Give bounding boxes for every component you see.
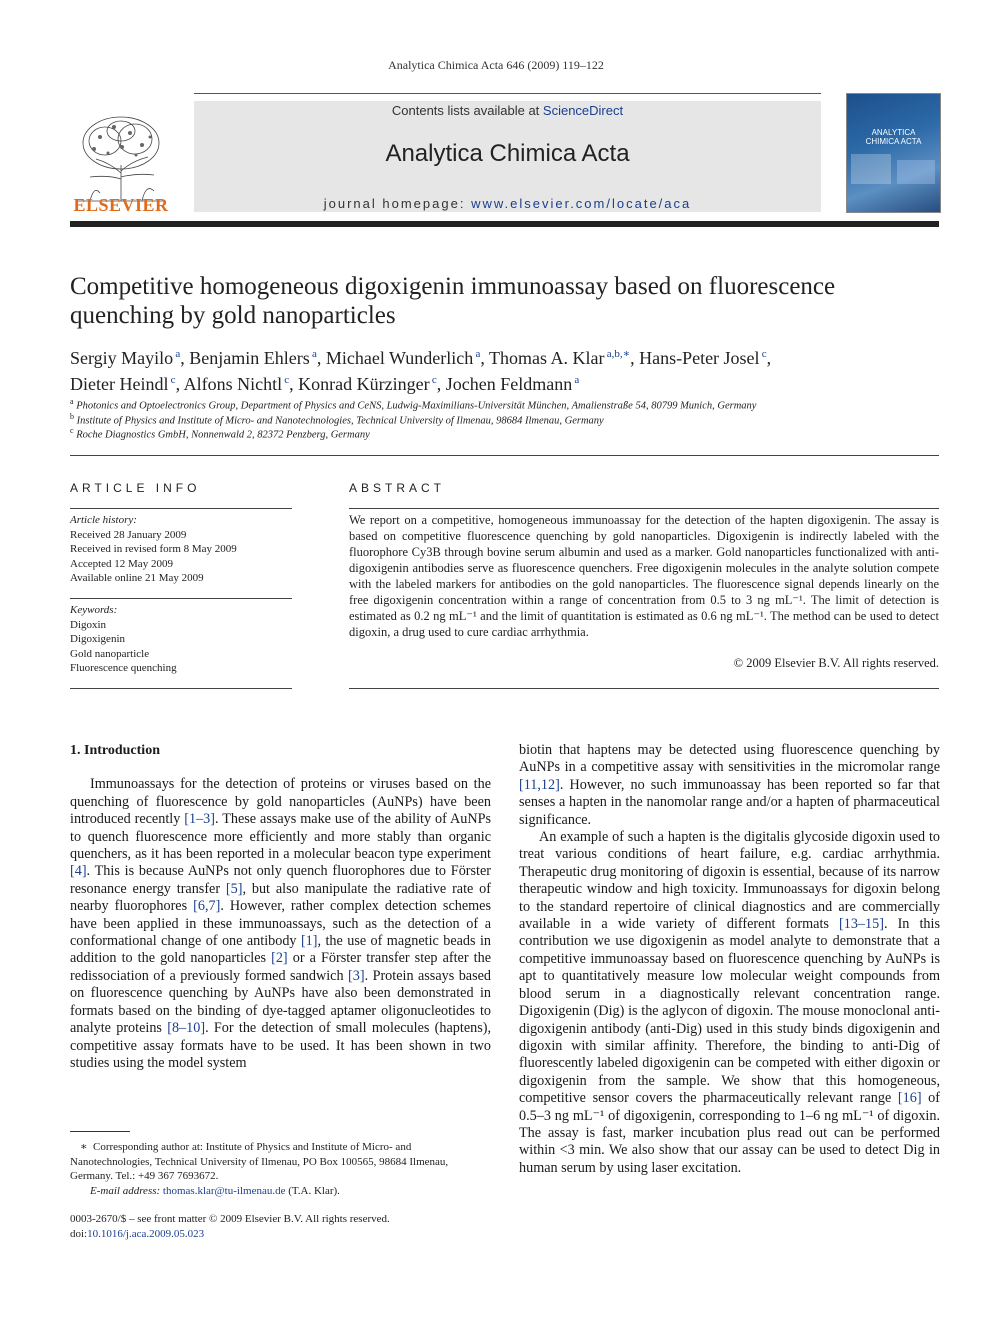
citation-link[interactable]: [11,12] <box>519 776 560 793</box>
issn-line: 0003-2670/$ – see front matter © 2009 Elsevier B.V. All rights reserved. <box>70 1213 390 1225</box>
email-label: E-mail address: <box>90 1184 161 1197</box>
author-name: Thomas A. Klar <box>489 348 605 368</box>
history-label: Article history: <box>70 514 137 526</box>
history-received: Received 28 January 2009 <box>70 528 187 541</box>
abstract-rule <box>349 508 939 509</box>
author-separator: , <box>436 374 446 394</box>
citation-link[interactable]: [16] <box>897 1090 922 1107</box>
cover-title-line-2: CHIMICA ACTA <box>865 137 922 146</box>
paragraph-text: . However, no such immunoassay has been reported so far that senses a hapten in the nanomolar range and/or a hapten of pharmaceutical significance. <box>519 776 940 828</box>
author-separator: , <box>766 348 772 368</box>
author-name: Dieter Heindl <box>70 374 169 394</box>
front-matter <box>70 1212 491 1241</box>
email-link[interactable]: thomas.klar@tu-ilmenau.de <box>162 1184 286 1197</box>
author-affiliation-mark[interactable]: a <box>173 348 181 360</box>
paragraph-text: , the use of magnetic beads in addition to the gold nanoparticles <box>70 933 491 967</box>
author-name: Michael Wunderlich <box>325 348 474 368</box>
paragraph-text: . However, rather complex detection schemes have been applied in these immunoassays, such as the detection of a conformational change of one antibody <box>70 898 491 950</box>
cover-title-line-1: ANALYTICA <box>871 128 916 137</box>
homepage-prefix: journal homepage: <box>323 196 472 211</box>
author-separator: , <box>316 348 326 368</box>
article-info-rule <box>70 508 292 509</box>
author-affiliation-mark[interactable]: a <box>572 374 580 386</box>
header-rule <box>194 93 821 94</box>
intro-paragraph-1-continued <box>519 742 940 829</box>
author-affiliation-mark[interactable]: c <box>759 348 767 360</box>
citation-link[interactable]: [3] <box>348 967 365 984</box>
abstract-text: We report on a competitive, homogeneous immunoassay for the detection of the hapten digoxigenin. The assay is based on competitive fluorescence quenching by gold nanoparticles. Digoxigenin is indirectly labeled with the fluorophore Cy3B through bovine serum albumin and used as a marker. Gold nanoparticles functionalized with anti-digoxigenin antibodies serve as fluorescence quenchers. Free digoxigenin molecules in the analyte solution compete with the labeled markers for antibodies on the gold nanoparticles. The fluorescence signal depends linearly on the free digoxigenin concentration within a range of concentration from 0.5 to 3 ng mL⁻¹. The limit of detection is estimated as 0.2 ng mL⁻¹ and the limit of quantitation is estimated as 0.6 ng mL⁻¹. The method can be used to detect digoxin, a drug used to cure cardiac arrhythmia. <box>349 513 939 639</box>
body-left-column <box>70 742 491 1072</box>
journal-title: Analytica Chimica Acta <box>385 140 630 167</box>
keywords-rule <box>70 598 292 599</box>
homepage-link[interactable]: www.elsevier.com/locate/aca <box>471 196 692 211</box>
citation-link[interactable]: [8–10] <box>167 1020 206 1037</box>
affiliation-key: a <box>70 397 74 406</box>
author-affiliation-mark[interactable]: a <box>473 348 481 360</box>
author-name: Alfons Nichtl <box>183 374 283 394</box>
citation-link[interactable]: [13–15] <box>839 916 884 933</box>
article-info-heading: ARTICLE INFO <box>70 481 201 495</box>
author-affiliation-mark[interactable]: c <box>168 374 176 386</box>
footnote-rule <box>70 1131 130 1132</box>
abstract-bottom-rule <box>349 688 939 689</box>
history-revised: Received in revised form 8 May 2009 <box>70 543 237 555</box>
author-separator: , <box>289 374 299 394</box>
intro-paragraph-2 <box>519 829 940 1177</box>
author-affiliation-mark[interactable]: c <box>429 374 437 386</box>
article-info-bottom-rule <box>70 688 292 689</box>
paragraph-text: of 0.5–3 ng mL⁻¹ of digoxigenin, corresponding to 1–6 ng mL⁻¹ of digoxin. The assay is fast, marker incubation plus read out can be performed within <3 min. We also show that our assay can be used to detect Dig in human serum by using laser excitation. <box>519 1090 940 1176</box>
affiliation-text: Photonics and Optoelectronics Group, Department of Physics and CeNS, Ludwig-Maximilians-Universität München, Amalienstraße 54, 80799 Munich, Germany <box>76 400 757 412</box>
history-accepted: Accepted 12 May 2009 <box>70 557 173 570</box>
author-separator: , <box>480 348 490 368</box>
article-title: Competitive homogeneous digoxigenin immunoassay based on fluorescence quenching by gold nanoparticles <box>70 273 836 329</box>
paragraph-text: , but also manipulate the radiative rate of nearby fluorophores <box>70 880 491 915</box>
author-separator: , <box>180 348 190 368</box>
keyword: Gold nanoparticle <box>70 647 150 660</box>
journal-cover-thumbnail <box>846 93 941 213</box>
journal-homepage <box>194 196 821 211</box>
cover-image-panel-2 <box>897 160 935 184</box>
keywords <box>70 603 292 676</box>
paragraph-text: . This is because AuNPs not only quench fluorophores due to Förster resonance energy transfer <box>70 863 491 897</box>
affiliation-text: Institute of Physics and Institute of Micro- and Nanotechnologies, Technical University of Ilmenau, 98684 Ilmenau, Germany <box>76 415 604 427</box>
affiliation-a <box>70 397 930 412</box>
paragraph-text: or a Förster transfer step after the redissociation of a previously formed sandwich <box>70 950 491 984</box>
history-online: Available online 21 May 2009 <box>70 572 204 584</box>
article-history <box>70 513 292 586</box>
citation-link[interactable]: [1] <box>300 933 318 950</box>
keyword: Fluorescence quenching <box>70 662 177 674</box>
author-name: Konrad Kürzinger <box>298 374 430 394</box>
doi-label: doi: <box>70 1227 88 1240</box>
publisher-logo-text: ELSEVIER <box>73 195 169 215</box>
citation-link[interactable]: [6,7] <box>193 898 221 915</box>
paragraph-text: An example of such a hapten is the digitalis glycoside digoxin used to treat various conditions of heart failure, e.g. cardiac arrhythmia. Therapeutic drug monitoring of digoxin is essential, because of its narrow therapeutic window and high toxicity. Immunoassays for digoxin belong to the standard repertoire of clinical diagnostics and are commercially available in a wide variety of different formats <box>519 829 940 933</box>
affiliation-text: Roche Diagnostics GmbH, Nonnenwald 2, 82372 Penzberg, Germany <box>76 429 370 441</box>
contents-line <box>194 103 821 118</box>
cover-title <box>847 128 940 146</box>
author-list <box>70 343 930 395</box>
paragraph-text: . For the detection of small molecules (haptens), competitive assay formats have to be used. It has been shown in two studies using the model system <box>70 1020 492 1071</box>
email-suffix: (T.A. Klar). <box>285 1184 340 1197</box>
citation-link[interactable]: [5] <box>225 880 243 897</box>
header-thick-rule <box>70 221 939 227</box>
cover-image-panel <box>851 154 891 184</box>
affiliation-c <box>70 426 930 441</box>
corresponding-author-footnote <box>70 1140 491 1198</box>
citation-link[interactable]: [1–3] <box>184 811 215 828</box>
affiliation-key: b <box>70 412 74 421</box>
author-name: Benjamin Ehlers <box>189 348 310 368</box>
intro-paragraph-1 <box>70 776 491 1072</box>
author-separator: , <box>175 374 184 394</box>
keyword: Digoxigenin <box>70 633 125 645</box>
doi-link[interactable]: 10.1016/j.aca.2009.05.023 <box>87 1227 205 1240</box>
running-header: Analytica Chimica Acta 646 (2009) 119–122 <box>388 58 604 72</box>
abstract-copyright: © 2009 Elsevier B.V. All rights reserved. <box>733 656 939 670</box>
citation-link[interactable]: [2] <box>271 950 288 967</box>
paragraph-text: biotin that haptens may be detected using fluorescence quenching by AuNPs in a competitive assay with sensitivities in the micromolar range <box>519 742 940 776</box>
paragraph-text: . These assays make use of the ability of AuNPs to quench fluorescence more efficiently and more stably than organic quenchers, as it has been reported in a molecular beacon type experiment <box>70 811 491 863</box>
author-name: Jochen Feldmann <box>445 374 573 394</box>
abstract-heading: ABSTRACT <box>349 481 446 495</box>
affiliation-key: c <box>70 426 74 435</box>
contents-prefix: Contents lists available at <box>391 103 543 118</box>
section-heading: 1. Introduction <box>70 743 160 758</box>
paragraph-text: . Protein assays based on fluorescence quenching by AuNPs have also been demonstrated in formats based on the binding of dye-tagged aptamer oligonucleotides to analyte proteins <box>70 967 491 1037</box>
author-affiliation-mark[interactable]: a <box>309 348 317 360</box>
affiliation-b <box>70 412 930 427</box>
section-rule <box>70 455 939 456</box>
keywords-label: Keywords: <box>70 604 118 616</box>
keyword: Digoxin <box>70 618 107 631</box>
citation-link[interactable]: [4] <box>70 863 87 880</box>
author-separator: , <box>630 348 640 368</box>
author-affiliation-mark[interactable]: a,b,∗ <box>604 348 631 360</box>
author-affiliation-mark[interactable]: c <box>282 374 290 386</box>
sciencedirect-link[interactable]: ScienceDirect <box>542 103 624 118</box>
footnote-star: ∗ <box>80 1141 88 1153</box>
body-right-column <box>519 742 940 1177</box>
footnote-text: Corresponding author at: Institute of Physics and Institute of Micro- and Nanotechnologies, Technical University of Ilmenau, PO Box 100565, 98684 Ilmenau, Germany. Tel.: +49 367 7693672. <box>70 1141 449 1182</box>
paragraph-text: Immunoassays for the detection of proteins or viruses based on the quenching of fluorescence by gold nanoparticles (AuNPs) have been introduced recently <box>70 776 491 828</box>
paragraph-text: . In this contribution we use digoxigenin as model analyte to demonstrate that a competitive immunoassay based on fluorescence quenching by AuNPs is apt to quantitatively measure low molecular weight compounds from blood serum in a diagnostically relevant concentration range. Digoxigenin (Dig) is the aglycon of digoxin. The mouse monoclonal anti-digoxigenin antibody (anti-Dig) used in this study binds digoxigenin and digoxin with similar affinity. Therefore, the binding to anti-Dig of fluorescently labeled digoxigenin can be competed with either digoxin or digoxigenin from the sample. We show that this homogeneous, competitive sensor covers the pharmaceutically relevant range <box>519 916 940 1107</box>
author-name: Hans-Peter Josel <box>639 348 760 368</box>
author-name: Sergiy Mayilo <box>70 348 174 368</box>
